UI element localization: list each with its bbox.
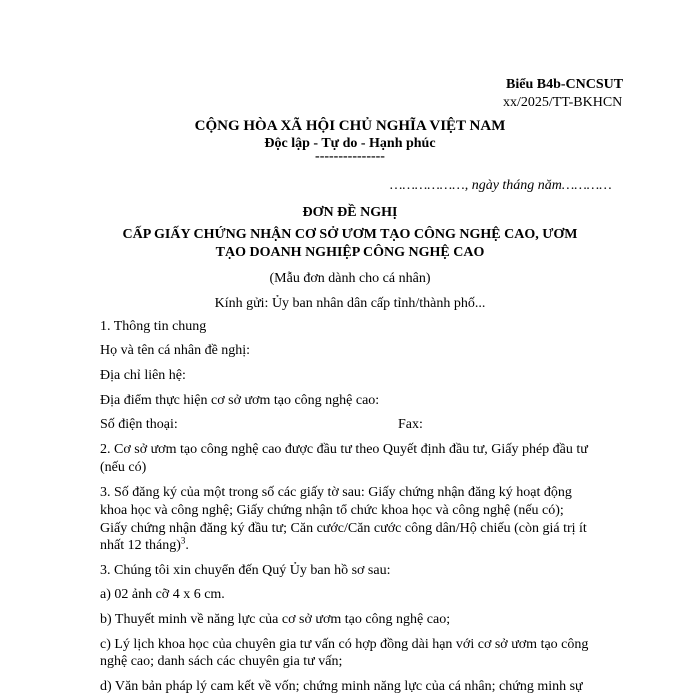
- date-line: ………………, ngày tháng năm…………: [390, 178, 612, 193]
- document-item-d-line1: d) Văn bản pháp lý cam kết về vốn; chứng minh năng lực của cá nhân; chứng minh sự: [100, 679, 583, 694]
- phone-label: Số điện thoại:: [100, 417, 178, 432]
- footnote-ref: 3: [180, 535, 186, 546]
- fax-label: Fax:: [398, 417, 423, 432]
- section1-heading: 1. Thông tin chung: [100, 319, 207, 334]
- form-code: Biểu B4b-CNCSUT: [506, 77, 624, 92]
- document-item-c-line2: nghệ cao; danh sách các chuyên gia tư vấn;: [100, 654, 343, 669]
- contact-address-label: Địa chỉ liên hệ:: [100, 368, 186, 383]
- document-item-b: b) Thuyết minh về năng lực của cơ sở ươm tạo công nghệ cao;: [100, 612, 451, 627]
- addressee: Kính gửi: Ủy ban nhân dân cấp tỉnh/thành phố...: [214, 296, 486, 311]
- section3a-line4: [100, 537, 189, 554]
- country-name: CỘNG HÒA XÃ HỘI CHỦ NGHĨA VIỆT NAM: [194, 118, 506, 134]
- document-item-a: a) 02 ảnh cỡ 4 x 6 cm.: [100, 587, 225, 602]
- national-motto: Độc lập - Tự do - Hạnh phúc: [264, 136, 436, 151]
- circular-ref: xx/2025/TT-BKHCN: [503, 95, 623, 110]
- section3b-heading: 3. Chúng tôi xin chuyển đến Quý Ủy ban hồ sơ sau:: [100, 563, 391, 578]
- incubator-location-label: Địa điểm thực hiện cơ sở ươm tạo công nghệ cao:: [100, 393, 380, 408]
- section2-line1: 2. Cơ sở ươm tạo công nghệ cao được đầu tư theo Quyết định đầu tư, Giấy phép đầu tư: [100, 442, 588, 457]
- section3a-line4-text: nhất 12 tháng): [100, 538, 181, 553]
- document-item-c-line1: c) Lý lịch khoa học của chuyên gia tư vấn có hợp đồng dài hạn với cơ sở ươm tạo công: [100, 637, 589, 652]
- section3a-line4-end: .: [185, 538, 189, 553]
- section2-line2: (nếu có): [100, 460, 147, 475]
- section3a-line1: 3. Số đăng ký của một trong số các giấy tờ sau: Giấy chứng nhận đăng ký hoạt động: [100, 485, 572, 500]
- applicant-name-label: Họ và tên cá nhân đề nghị:: [100, 343, 251, 358]
- document-subtitle-line2: TẠO DOANH NGHIỆP CÔNG NGHỆ CAO: [215, 245, 485, 260]
- form-note: (Mẫu đơn dành cho cá nhân): [269, 271, 431, 286]
- document-subtitle-line1: CẤP GIẤY CHỨNG NHẬN CƠ SỞ ƯƠM TẠO CÔNG NGHỆ CAO, ƯƠM: [122, 227, 578, 242]
- motto-underline: ---------------: [315, 149, 385, 164]
- document-title: ĐƠN ĐỀ NGHỊ: [302, 205, 398, 220]
- section3a-line3: Giấy chứng nhận đăng ký đầu tư; Căn cước/Căn cước công dân/Hộ chiếu (còn giá trị ít: [100, 521, 587, 536]
- section3a-line2: khoa học và công nghệ; Giấy chứng nhận tổ chức khoa học và công nghệ (nếu có);: [100, 503, 564, 518]
